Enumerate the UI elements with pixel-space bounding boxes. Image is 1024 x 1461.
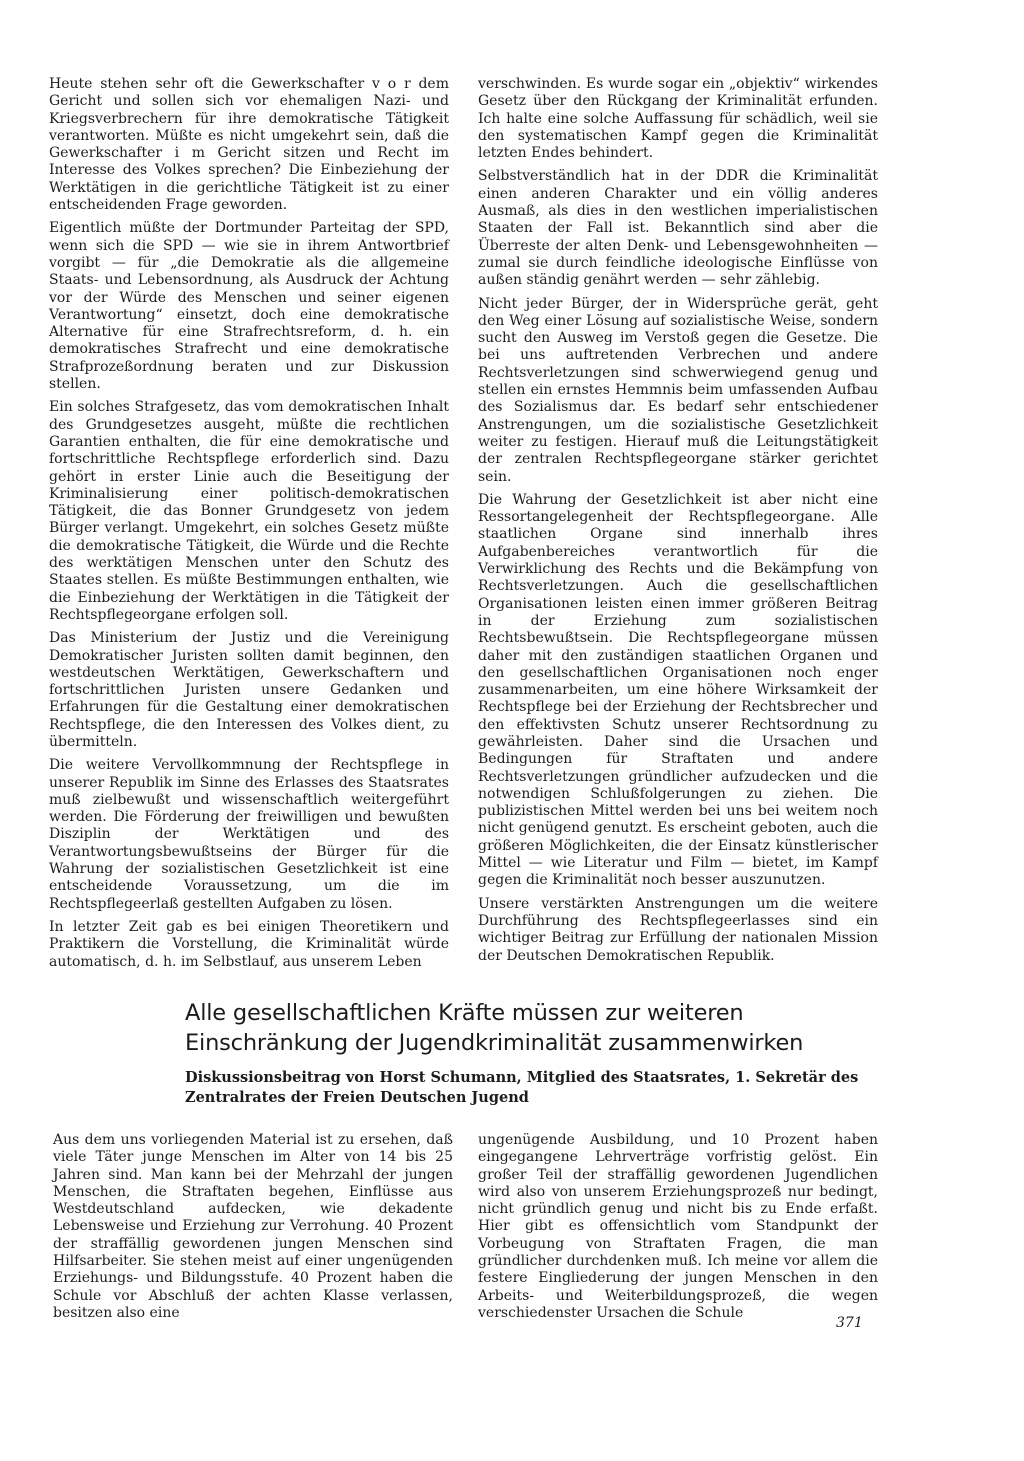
paragraph: In letzter Zeit gab es bei einigen Theoretikern und Praktikern die Vorstellung, die Kriminalität würde automatisch, d. h. im Selbstlauf, aus unserem Leben — [49, 918, 449, 970]
paragraph: ungenügende Ausbildung, und 10 Prozent haben eingegangene Lehrverträge vorfristig gelöst. Ein großer Teil der straffällig gewordenen Jugendlichen wird also von unserem Erziehungsprozeß nur bedingt, nicht gründlich genug und nicht bis zu Ende erfaßt. Hier gibt es offensichtlich vom Standpunkt der Vorbeugung von Straftaten Fragen, die man gründlicher durchdenken muß. Ich meine vor allem die festere Eingliederung der jungen Menschen in den Arbeits- und Weiterbildungsprozeß, die wegen verschiedenster Ursachen die Schule — [478, 1132, 878, 1321]
page-number: 371 — [836, 1315, 863, 1331]
paragraph: Ein solches Strafgesetz, das vom demokratischen Inhalt des Grundgesetzes ausgeht, müßte die rechtlichen Garantien enthalten, die für eine demokratische und fortschrittliche Rechtspflege erforderlich sind. Dazu gehört in erster Linie auch die Beseitigung der Kriminalisierung einer politisch-demokratischen Tätigkeit, die das Bonner Grundgesetz von jedem Bürger verlangt. Umgekehrt, ein solches Gesetz müßte die demokratische Tätigkeit, die Würde und die Rechte des werktätigen Menschen unter den Schutz des Staates stellen. Es müßte Bestimmungen enthalten, wie die Einbeziehung der Werktätigen in die Tätigkeit der Rechtspflegeorgane erfolgen soll. — [49, 399, 449, 623]
paragraph: Selbstverständlich hat in der DDR die Kriminalität einen anderen Charakter und ein völlig anderes Ausmaß, als dies in den westlichen imperialistischen Staaten der Fall ist. Bekanntlich sind aber die Überreste der alten Denk- und Lebensgewohnheiten — zumal sie durch feindliche ideologische Einflüsse von außen ständig genährt werden — sehr zählebig. — [478, 168, 878, 289]
paragraph: Die Wahrung der Gesetzlichkeit ist aber nicht eine Ressortangelegenheit der Rechtspflegeorgane. Alle staatlichen Organe sind innerhalb ihres Aufgabenbereiches verantwortlich für die Verwirklichung des Rechts und die Bekämpfung von Rechtsverletzungen. Auch die gesellschaftlichen Organisationen leisten einen immer größeren Beitrag in der Erziehung zum sozialistischen Rechtsbewußtsein. Die Rechtspflegeorgane müssen daher mit den zuständigen staatlichen Organen und den gesellschaftlichen Organisationen noch enger zusammenarbeiten, um eine höhere Wirksamkeit der Rechtspflege bei der Erziehung der Rechtsbrecher und den effektivsten Schutz unserer Rechtsordnung zu gewährleisten. Daher sind die Ursachen und Bedingungen für Straftaten und andere Rechtsverletzungen gründlicher aufzudecken und die notwendigen Schlußfolgerungen zu ziehen. Die publizistischen Mittel werden bei uns bei weitem noch nicht genügend genutzt. Es erscheint geboten, auch die größeren Möglichkeiten, die der Einsatz künstlerischer Mittel — wie Literatur und Film — bietet, im Kampf gegen die Kriminalität noch besser auszunutzen. — [478, 491, 878, 889]
paragraph: Nicht jeder Bürger, der in Widersprüche gerät, geht den Weg einer Lösung auf sozialistische Weise, sondern sucht den Ausweg im Verstoß gegen die Gesetze. Die bei uns auftretenden Verbrechen und andere Rechtsverletzungen sind schwerwiegend genug und stellen ein ernstes Hemmnis beim umfassenden Aufbau des Sozialismus dar. Es bedarf sehr entschiedener Anstrengungen, um die sozialistische Gesetzlichkeit weiter zu festigen. Hierauf muß die Leitungstätigkeit der zentralen Rechtspflegeorgane stärker gerichtet sein. — [478, 295, 878, 485]
bottom-left-column — [53, 1132, 453, 1322]
paragraph: Heute stehen sehr oft die Gewerkschafter v o r dem Gericht und sollen sich vor ehemaligen Nazi- und Kriegsverbrechern für ihre demokratische Tätigkeit verantworten. Müßte es nicht umgekehrt sein, daß die Gewerkschafter i m Gericht sitzen und Recht im Interesse des Volkes sprechen? Die Einbeziehung der Werktätigen in die gerichtliche Tätigkeit ist zu einer entscheidenden Frage geworden. — [49, 76, 449, 214]
paragraph: Aus dem uns vorliegenden Material ist zu ersehen, daß viele Täter junge Menschen im Alter von 14 bis 25 Jahren sind. Man kann bei der Mehrzahl der jungen Menschen, die Straftaten begehen, Einflüsse aus Westdeutschland aufdecken, wie dekadente Lebensweise und Erziehung zur Verrohung. 40 Prozent der straffällig gewordenen jungen Menschen sind Hilfsarbeiter. Sie stehen meist auf einer ungenügenden Erziehungs- und Bildungsstufe. 40 Prozent haben die Schule vor Abschluß der achten Klasse verlassen, besitzen also eine — [53, 1132, 453, 1321]
article-headline: Alle gesellschaftlichen Kräfte müssen zur weiteren Einschränkung der Jugendkriminalität zusammenwirken — [185, 1000, 804, 1056]
paragraph: Das Ministerium der Justiz und die Vereinigung Demokratischer Juristen sollten damit beginnen, den westdeutschen Werktätigen, Gewerkschaftern und fortschrittlichen Juristen unsere Gedanken und Erfahrungen für die Gestaltung einer demokratischen Rechtspflege, die den Interessen des Volkes dient, zu übermitteln. — [49, 630, 449, 750]
paragraph: Die weitere Vervollkommnung der Rechtspflege in unserer Republik im Sinne des Erlasses des Staatsrates muß zielbewußt und wissenschaftlich weitergeführt werden. Die Förderung der freiwilligen und bewußten Disziplin der Werktätigen und des Verantwortungsbewußtseins der Bürger für die Wahrung der sozialistischen Gesetzlichkeit ist eine entscheidende Voraussetzung, um die im Rechtspflegeerlaß gestellten Aufgaben zu lösen. — [49, 757, 449, 912]
paragraph: Eigentlich müßte der Dortmunder Parteitag der SPD, wenn sich die SPD — wie sie in ihrem Antwortbrief vorgibt — für „die Demokratie als die allgemeine Staats- und Lebensordnung, als Ausdruck der Achtung vor der Würde des Menschen und seiner eigenen Verantwortung“ einsetzt, doch eine demokratische Alternative für eine Strafrechtsreform, d. h. ein demokratisches Strafrecht und eine demokratische Strafprozeßordnung beraten und zur Diskussion stellen. — [49, 220, 449, 393]
paragraph: Unsere verstärkten Anstrengungen um die weitere Durchführung des Rechtspflegeerlasses sind ein wichtiger Beitrag zur Erfüllung der nationalen Mission der Deutschen Demokratischen Republik. — [478, 895, 878, 964]
top-left-column — [49, 76, 449, 971]
top-right-column — [478, 76, 878, 965]
article-byline: Diskussionsbeitrag von Horst Schumann, Mitglied des Staatsrates, 1. Sekretär des Zentralrates der Freien Deutschen Jugend — [185, 1069, 859, 1106]
bottom-right-column — [478, 1132, 878, 1322]
paragraph: verschwinden. Es wurde sogar ein „objektiv“ wirkendes Gesetz über den Rückgang der Kriminalität erfunden. Ich halte eine solche Auffassung für schädlich, weil sie den systematischen Kampf gegen die Kriminalität letzten Endes behindert. — [478, 76, 878, 162]
